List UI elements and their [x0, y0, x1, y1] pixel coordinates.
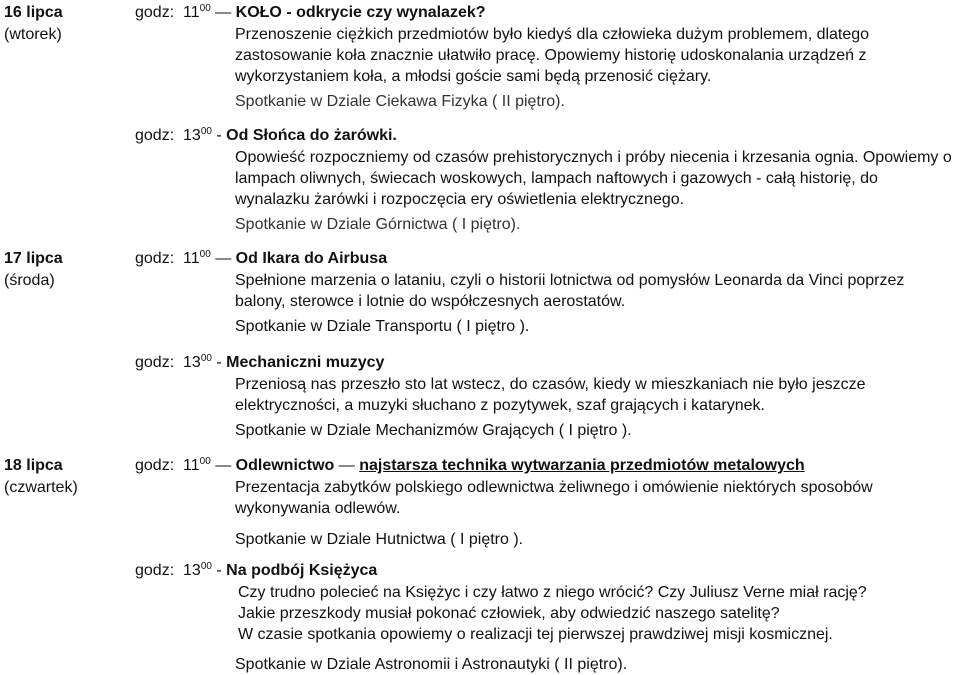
day-date: 17 lipca: [4, 250, 63, 267]
separator: -: [211, 354, 227, 371]
time-minutes: 00: [200, 561, 212, 572]
event: [135, 2, 955, 112]
event: [135, 352, 955, 441]
time-minutes: 00: [199, 3, 211, 14]
time-prefix: godz:: [135, 127, 175, 144]
event-title: Odlewnictwo: [235, 457, 335, 474]
event: [135, 455, 955, 550]
time-minutes: 00: [199, 456, 211, 467]
separator: —: [210, 4, 236, 21]
event-location: Spotkanie w Dziale Górnictwa ( I piętro).: [235, 216, 521, 233]
separator: -: [211, 127, 227, 144]
day-weekday: (wtorek): [4, 26, 62, 43]
event-title: Od Ikara do Airbusa: [235, 250, 388, 267]
time-hour: 13: [183, 354, 201, 371]
event-title: Mechaniczni muzycy: [226, 354, 385, 371]
day-weekday: (środa): [4, 272, 55, 289]
event-description: Opowieść rozpoczniemy od czasów prehistorycznych i próby niecenia i krzesania ognia. Opowiemy o lampach oliwnych, świecach woskowych, lampach naftowych i gazowych - całą historię, do wynalazku żarówki i rozpoczęcia ery oświetlenia elektrycznego.: [235, 149, 952, 208]
event: [135, 560, 955, 675]
time-hour: 11: [183, 4, 200, 21]
day-date: 16 lipca: [4, 4, 63, 21]
event-location: Spotkanie w Dziale Ciekawa Fizyka ( II piętro).: [235, 93, 565, 110]
time-minutes: 00: [200, 126, 212, 137]
event-heading: [135, 248, 955, 270]
day-label: [4, 2, 63, 46]
time-prefix: godz:: [135, 562, 175, 579]
time-hour: 13: [183, 127, 201, 144]
event-question: Czy trudno polecieć na Księżyc i czy łatwo z niego wrócić? Czy Juliusz Verne miał rację?: [238, 584, 867, 601]
event-description: Spełnione marzenia o lataniu, czyli o historii lotnictwa od pomysłów Leonarda da Vinci poprzez balony, sterowce i lotnie do współczesnych aerostatów.: [235, 272, 905, 310]
time-hour: 11: [183, 457, 200, 474]
event-title: Na podbój Księżyca: [226, 562, 378, 579]
event-heading: [135, 125, 955, 147]
event: [135, 125, 955, 235]
separator: -: [211, 562, 227, 579]
event-location: Spotkanie w Dziale Transportu ( I piętro ).: [235, 318, 530, 335]
event-question: Jakie przeszkody musiał pokonać człowiek, aby odwiedzić naszego satelitę?: [238, 605, 780, 622]
event-description: Przenoszenie ciężkich przedmiotów było kiedyś dla człowieka dużym problemem, dlatego zastosowanie koła znacznie ułatwiło pracę. Opowiemy historię udoskonalania urządzeń z wykorzystaniem koła, a młodsi goście sami będą przenosić ciężary.: [235, 26, 870, 85]
day-label: [4, 248, 63, 292]
time-minutes: 00: [200, 353, 212, 364]
event: [135, 248, 955, 337]
event-heading: [135, 455, 955, 477]
day-weekday: (czwartek): [4, 479, 78, 496]
time-prefix: godz:: [135, 354, 175, 371]
time-minutes: 00: [199, 249, 211, 260]
time-hour: 13: [183, 562, 201, 579]
event-title: Od Słońca do żarówki.: [226, 127, 397, 144]
separator: —: [210, 457, 236, 474]
event-description: Przeniosą nas przeszło sto lat wstecz, do czasów, kiedy w mieszkaniach nie było jeszcze elektryczności, a muzyki słuchano z pozytywek, szaf grających i katarynek.: [235, 376, 866, 414]
day-date: 18 lipca: [4, 457, 63, 474]
time-hour: 11: [183, 250, 200, 267]
separator: —: [334, 457, 360, 474]
time-prefix: godz:: [135, 457, 175, 474]
event-title: KOŁO - odkrycie czy wynalazek?: [235, 4, 486, 21]
time-prefix: godz:: [135, 4, 175, 21]
day-label: [4, 455, 78, 499]
time-prefix: godz:: [135, 250, 175, 267]
event-question: W czasie spotkania opowiemy o realizacji tej pierwszej prawdziwej misji kosmicznej.: [238, 626, 833, 643]
event-location: Spotkanie w Dziale Astronomii i Astronautyki ( II piętro).: [235, 656, 628, 673]
event-heading: [135, 2, 955, 24]
event-location: Spotkanie w Dziale Mechanizmów Grających ( I piętro ).: [235, 422, 632, 439]
event-heading: [135, 560, 955, 582]
event-description: Prezentacja zabytków polskiego odlewnictwa żeliwnego i omówienie niektórych sposobów wykonywania odlewów.: [235, 479, 873, 517]
separator: —: [210, 250, 236, 267]
event-heading: [135, 352, 955, 374]
event-subtitle: najstarsza technika wytwarzania przedmiotów metalowych: [359, 457, 805, 474]
event-location: Spotkanie w Dziale Hutnictwa ( I piętro ).: [235, 531, 524, 548]
